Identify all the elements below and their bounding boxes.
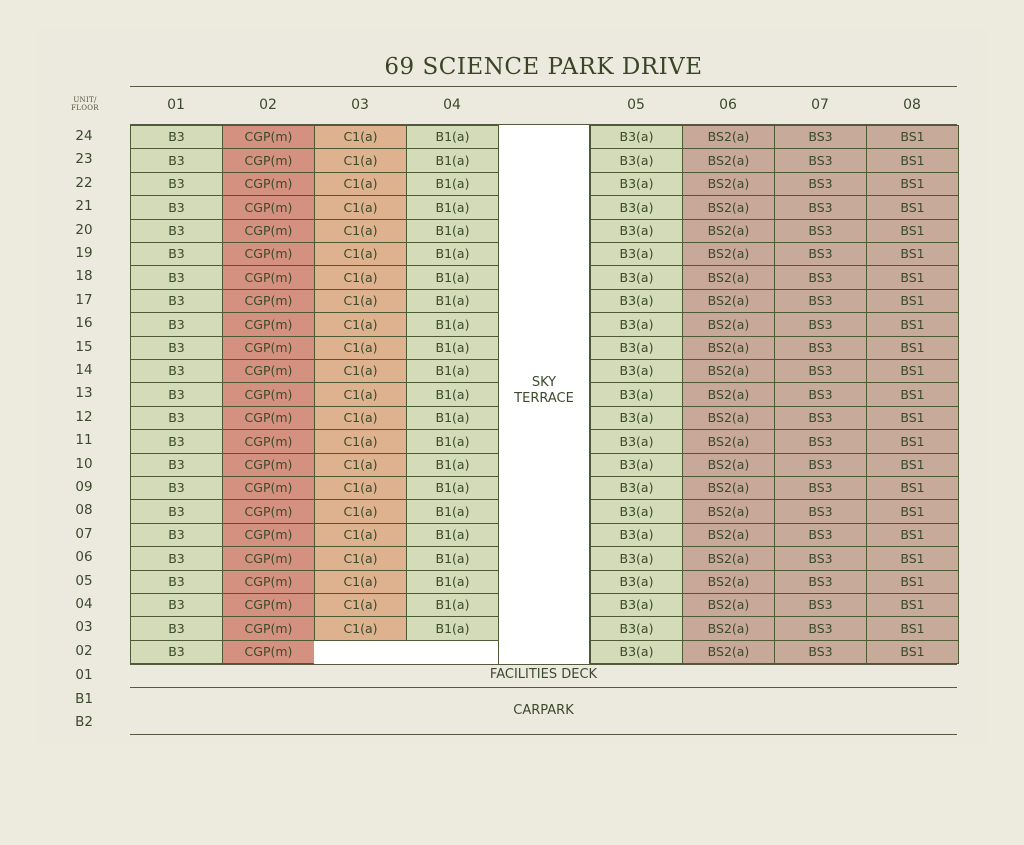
unit-cell-13-06: BS2(a)	[682, 382, 775, 407]
unit-cell-22-06: BS2(a)	[682, 172, 775, 196]
unit-cell-10-03: C1(a)	[314, 453, 407, 477]
unit-cell-02-02: CGP(m)	[222, 640, 315, 664]
unit-cell-11-02: CGP(m)	[222, 429, 315, 454]
sky-terrace	[498, 125, 590, 664]
unit-cell-16-03: C1(a)	[314, 312, 407, 337]
carpark-bottom-rule	[130, 734, 957, 735]
unit-cell-14-01: B3	[130, 359, 223, 383]
unit-cell-24-08: BS1	[866, 125, 959, 149]
floor-label-09: 09	[75, 479, 93, 495]
unit-cell-04-04: B1(a)	[406, 593, 499, 617]
unit-cell-07-08: BS1	[866, 523, 959, 547]
unit-cell-04-02: CGP(m)	[222, 593, 315, 617]
unit-cell-11-01: B3	[130, 429, 223, 454]
unit-cell-16-06: BS2(a)	[682, 312, 775, 337]
unit-cell-14-02: CGP(m)	[222, 359, 315, 383]
unit-cell-19-07: BS3	[774, 242, 867, 266]
unit-cell-23-02: CGP(m)	[222, 148, 315, 173]
unit-cell-18-02: CGP(m)	[222, 265, 315, 290]
floor-label-11: 11	[75, 432, 93, 449]
unit-cell-11-08: BS1	[866, 429, 959, 454]
unit-cell-10-02: CGP(m)	[222, 453, 315, 477]
unit-cell-11-05: B3(a)	[590, 429, 683, 454]
unit-cell-23-04: B1(a)	[406, 148, 499, 173]
unit-cell-03-04: B1(a)	[406, 616, 499, 641]
unit-cell-16-07: BS3	[774, 312, 867, 337]
unit-cell-21-01: B3	[130, 195, 223, 220]
floor-label-18: 18	[75, 268, 93, 285]
unit-cell-09-01: B3	[130, 476, 223, 500]
unit-cell-16-02: CGP(m)	[222, 312, 315, 337]
unit-cell-19-08: BS1	[866, 242, 959, 266]
unit-cell-05-07: BS3	[774, 570, 867, 594]
unit-cell-18-06: BS2(a)	[682, 265, 775, 290]
unit-cell-21-06: BS2(a)	[682, 195, 775, 220]
carpark-label: CARPARK	[513, 703, 574, 718]
unit-cell-02-08: BS1	[866, 640, 959, 664]
floor-label-15: 15	[75, 338, 93, 355]
floor-label-16: 16	[75, 315, 93, 332]
unit-cell-23-01: B3	[130, 148, 223, 173]
floor-label-06: 06	[75, 549, 93, 566]
unit-cell-17-08: BS1	[866, 289, 959, 313]
unit-cell-04-03: C1(a)	[314, 593, 407, 617]
floor-label-b2: B2	[75, 714, 93, 730]
unit-cell-13-03: C1(a)	[314, 382, 407, 407]
unit-cell-17-06: BS2(a)	[682, 289, 775, 313]
unit-cell-15-03: C1(a)	[314, 336, 407, 360]
sky-terrace-label-line2: TERRACE	[514, 391, 574, 406]
floor-label-02: 02	[75, 642, 93, 659]
unit-cell-20-07: BS3	[774, 219, 867, 243]
unit-cell-10-04: B1(a)	[406, 453, 499, 477]
unit-cell-10-05: B3(a)	[590, 453, 683, 477]
unit-cell-03-07: BS3	[774, 616, 867, 641]
unit-cell-07-07: BS3	[774, 523, 867, 547]
unit-cell-07-05: B3(a)	[590, 523, 683, 547]
unit-cell-10-01: B3	[130, 453, 223, 477]
unit-cell-12-06: BS2(a)	[682, 406, 775, 430]
unit-cell-12-04: B1(a)	[406, 406, 499, 430]
unit-cell-14-05: B3(a)	[590, 359, 683, 383]
floor-label-08: 08	[75, 502, 93, 519]
unit-cell-12-07: BS3	[774, 406, 867, 430]
floor-label-20: 20	[75, 221, 93, 238]
unit-cell-19-02: CGP(m)	[222, 242, 315, 266]
unit-cell-11-03: C1(a)	[314, 429, 407, 454]
unit-cell-15-07: BS3	[774, 336, 867, 360]
floor-label-17: 17	[75, 291, 93, 308]
unit-cell-10-08: BS1	[866, 453, 959, 477]
unit-cell-22-04: B1(a)	[406, 172, 499, 196]
unit-cell-13-07: BS3	[774, 382, 867, 407]
unit-cell-12-05: B3(a)	[590, 406, 683, 430]
unit-cell-07-04: B1(a)	[406, 523, 499, 547]
unit-cell-13-05: B3(a)	[590, 382, 683, 407]
floor-header-label: FLOOR	[71, 104, 99, 112]
unit-cell-19-03: C1(a)	[314, 242, 407, 266]
unit-cell-22-02: CGP(m)	[222, 172, 315, 196]
unit-cell-09-02: CGP(m)	[222, 476, 315, 500]
unit-cell-03-03: C1(a)	[314, 616, 407, 641]
unit-cell-07-02: CGP(m)	[222, 523, 315, 547]
unit-cell-06-02: CGP(m)	[222, 546, 315, 571]
unit-cell-16-05: B3(a)	[590, 312, 683, 337]
unit-cell-20-08: BS1	[866, 219, 959, 243]
unit-cell-06-07: BS3	[774, 546, 867, 571]
unit-header-05: 05	[627, 97, 645, 113]
unit-cell-05-06: BS2(a)	[682, 570, 775, 594]
unit-cell-16-08: BS1	[866, 312, 959, 337]
unit-cell-08-02: CGP(m)	[222, 499, 315, 524]
unit-cell-15-08: BS1	[866, 336, 959, 360]
unit-cell-15-06: BS2(a)	[682, 336, 775, 360]
unit-cell-15-05: B3(a)	[590, 336, 683, 360]
unit-cell-12-03: C1(a)	[314, 406, 407, 430]
unit-cell-03-08: BS1	[866, 616, 959, 641]
facilities-deck-label: FACILITIES DECK	[489, 667, 598, 682]
unit-cell-13-04: B1(a)	[406, 382, 499, 407]
page-title: 69 SCIENCE PARK DRIVE	[384, 54, 703, 80]
unit-cell-07-01: B3	[130, 523, 223, 547]
unit-cell-09-08: BS1	[866, 476, 959, 500]
unit-cell-18-07: BS3	[774, 265, 867, 290]
unit-cell-11-07: BS3	[774, 429, 867, 454]
unit-cell-24-02: CGP(m)	[222, 125, 315, 149]
floor-label-01: 01	[75, 667, 93, 683]
unit-cell-23-06: BS2(a)	[682, 148, 775, 173]
floor-02-empty-slot	[314, 641, 498, 664]
unit-header-08: 08	[903, 97, 921, 113]
unit-cell-03-01: B3	[130, 616, 223, 641]
title-rule	[130, 86, 957, 87]
unit-cell-10-07: BS3	[774, 453, 867, 477]
deck-bottom-rule	[130, 687, 957, 688]
unit-cell-05-08: BS1	[866, 570, 959, 594]
unit-cell-08-07: BS3	[774, 499, 867, 524]
unit-cell-13-08: BS1	[866, 382, 959, 407]
unit-cell-17-05: B3(a)	[590, 289, 683, 313]
unit-cell-22-03: C1(a)	[314, 172, 407, 196]
unit-cell-21-03: C1(a)	[314, 195, 407, 220]
unit-cell-24-03: C1(a)	[314, 125, 407, 149]
floor-label-03: 03	[75, 619, 93, 636]
unit-cell-23-07: BS3	[774, 148, 867, 173]
unit-cell-21-07: BS3	[774, 195, 867, 220]
unit-cell-14-03: C1(a)	[314, 359, 407, 383]
floor-label-21: 21	[75, 198, 93, 215]
floor-label-04: 04	[75, 596, 93, 612]
unit-cell-22-08: BS1	[866, 172, 959, 196]
unit-cell-24-01: B3	[130, 125, 223, 149]
floor-label-05: 05	[75, 572, 93, 589]
unit-cell-04-01: B3	[130, 593, 223, 617]
unit-cell-18-03: C1(a)	[314, 265, 407, 290]
unit-cell-20-06: BS2(a)	[682, 219, 775, 243]
unit-cell-20-01: B3	[130, 219, 223, 243]
unit-cell-20-04: B1(a)	[406, 219, 499, 243]
unit-cell-23-05: B3(a)	[590, 148, 683, 173]
unit-cell-11-06: BS2(a)	[682, 429, 775, 454]
sky-terrace-label-line1: SKY	[531, 375, 557, 390]
unit-cell-19-04: B1(a)	[406, 242, 499, 266]
unit-header-04: 04	[443, 97, 461, 113]
unit-cell-08-05: B3(a)	[590, 499, 683, 524]
unit-cell-18-04: B1(a)	[406, 265, 499, 290]
floor-label-12: 12	[75, 408, 93, 425]
unit-cell-24-04: B1(a)	[406, 125, 499, 149]
unit-floor-header	[62, 96, 108, 112]
floor-label-23: 23	[75, 151, 93, 168]
unit-header-07: 07	[811, 97, 829, 113]
unit-cell-24-07: BS3	[774, 125, 867, 149]
unit-header-01: 01	[167, 97, 185, 113]
unit-cell-03-06: BS2(a)	[682, 616, 775, 641]
unit-cell-04-08: BS1	[866, 593, 959, 617]
unit-cell-14-08: BS1	[866, 359, 959, 383]
unit-cell-03-02: CGP(m)	[222, 616, 315, 641]
floor-label-b1: B1	[75, 691, 93, 707]
unit-cell-04-06: BS2(a)	[682, 593, 775, 617]
unit-cell-22-07: BS3	[774, 172, 867, 196]
unit-cell-08-03: C1(a)	[314, 499, 407, 524]
floor-label-14: 14	[75, 362, 93, 378]
unit-header-02: 02	[259, 97, 277, 113]
unit-cell-05-02: CGP(m)	[222, 570, 315, 594]
unit-cell-02-05: B3(a)	[590, 640, 683, 664]
unit-cell-16-04: B1(a)	[406, 312, 499, 337]
unit-cell-06-05: B3(a)	[590, 546, 683, 571]
unit-cell-06-03: C1(a)	[314, 546, 407, 571]
header-rule	[130, 124, 957, 125]
unit-cell-14-07: BS3	[774, 359, 867, 383]
unit-cell-06-04: B1(a)	[406, 546, 499, 571]
unit-cell-08-08: BS1	[866, 499, 959, 524]
unit-cell-12-01: B3	[130, 406, 223, 430]
unit-cell-17-02: CGP(m)	[222, 289, 315, 313]
unit-cell-15-01: B3	[130, 336, 223, 360]
unit-cell-07-06: BS2(a)	[682, 523, 775, 547]
unit-cell-03-05: B3(a)	[590, 616, 683, 641]
unit-cell-13-02: CGP(m)	[222, 382, 315, 407]
unit-cell-04-07: BS3	[774, 593, 867, 617]
unit-header-03: 03	[351, 97, 369, 113]
unit-cell-23-03: C1(a)	[314, 148, 407, 173]
unit-cell-08-06: BS2(a)	[682, 499, 775, 524]
unit-cell-06-01: B3	[130, 546, 223, 571]
unit-cell-09-05: B3(a)	[590, 476, 683, 500]
unit-cell-17-03: C1(a)	[314, 289, 407, 313]
floor-label-19: 19	[75, 245, 93, 261]
unit-cell-05-05: B3(a)	[590, 570, 683, 594]
unit-cell-05-04: B1(a)	[406, 570, 499, 594]
unit-cell-18-05: B3(a)	[590, 265, 683, 290]
unit-cell-24-06: BS2(a)	[682, 125, 775, 149]
unit-cell-20-02: CGP(m)	[222, 219, 315, 243]
unit-cell-08-04: B1(a)	[406, 499, 499, 524]
unit-cell-22-01: B3	[130, 172, 223, 196]
unit-cell-11-04: B1(a)	[406, 429, 499, 454]
unit-cell-15-04: B1(a)	[406, 336, 499, 360]
unit-cell-21-05: B3(a)	[590, 195, 683, 220]
unit-header-06: 06	[719, 97, 737, 113]
unit-cell-09-04: B1(a)	[406, 476, 499, 500]
unit-cell-04-05: B3(a)	[590, 593, 683, 617]
unit-cell-14-06: BS2(a)	[682, 359, 775, 383]
unit-cell-05-03: C1(a)	[314, 570, 407, 594]
floor-label-13: 13	[75, 385, 93, 402]
unit-cell-22-05: B3(a)	[590, 172, 683, 196]
unit-cell-23-08: BS1	[866, 148, 959, 173]
floor-label-24: 24	[75, 128, 93, 144]
unit-cell-05-01: B3	[130, 570, 223, 594]
unit-cell-21-04: B1(a)	[406, 195, 499, 220]
unit-cell-18-08: BS1	[866, 265, 959, 290]
unit-cell-20-05: B3(a)	[590, 219, 683, 243]
unit-cell-15-02: CGP(m)	[222, 336, 315, 360]
unit-cell-06-08: BS1	[866, 546, 959, 571]
unit-cell-07-03: C1(a)	[314, 523, 407, 547]
unit-cell-24-05: B3(a)	[590, 125, 683, 149]
unit-header-label: UNIT/	[73, 96, 97, 104]
unit-cell-18-01: B3	[130, 265, 223, 290]
unit-cell-17-01: B3	[130, 289, 223, 313]
unit-cell-09-06: BS2(a)	[682, 476, 775, 500]
unit-cell-02-01: B3	[130, 640, 223, 664]
floor-label-07: 07	[75, 525, 93, 542]
floor-label-10: 10	[75, 455, 93, 472]
unit-cell-12-02: CGP(m)	[222, 406, 315, 430]
unit-cell-19-01: B3	[130, 242, 223, 266]
unit-cell-21-08: BS1	[866, 195, 959, 220]
unit-cell-08-01: B3	[130, 499, 223, 524]
unit-cell-10-06: BS2(a)	[682, 453, 775, 477]
unit-cell-17-07: BS3	[774, 289, 867, 313]
unit-cell-20-03: C1(a)	[314, 219, 407, 243]
unit-cell-16-01: B3	[130, 312, 223, 337]
deck-top-rule	[130, 664, 957, 665]
unit-cell-21-02: CGP(m)	[222, 195, 315, 220]
unit-cell-19-05: B3(a)	[590, 242, 683, 266]
unit-cell-13-01: B3	[130, 382, 223, 407]
unit-cell-12-08: BS1	[866, 406, 959, 430]
unit-cell-19-06: BS2(a)	[682, 242, 775, 266]
floor-label-22: 22	[75, 174, 93, 191]
unit-cell-09-03: C1(a)	[314, 476, 407, 500]
unit-cell-17-04: B1(a)	[406, 289, 499, 313]
unit-cell-09-07: BS3	[774, 476, 867, 500]
unit-cell-02-06: BS2(a)	[682, 640, 775, 664]
unit-cell-02-07: BS3	[774, 640, 867, 664]
unit-cell-14-04: B1(a)	[406, 359, 499, 383]
unit-cell-06-06: BS2(a)	[682, 546, 775, 571]
